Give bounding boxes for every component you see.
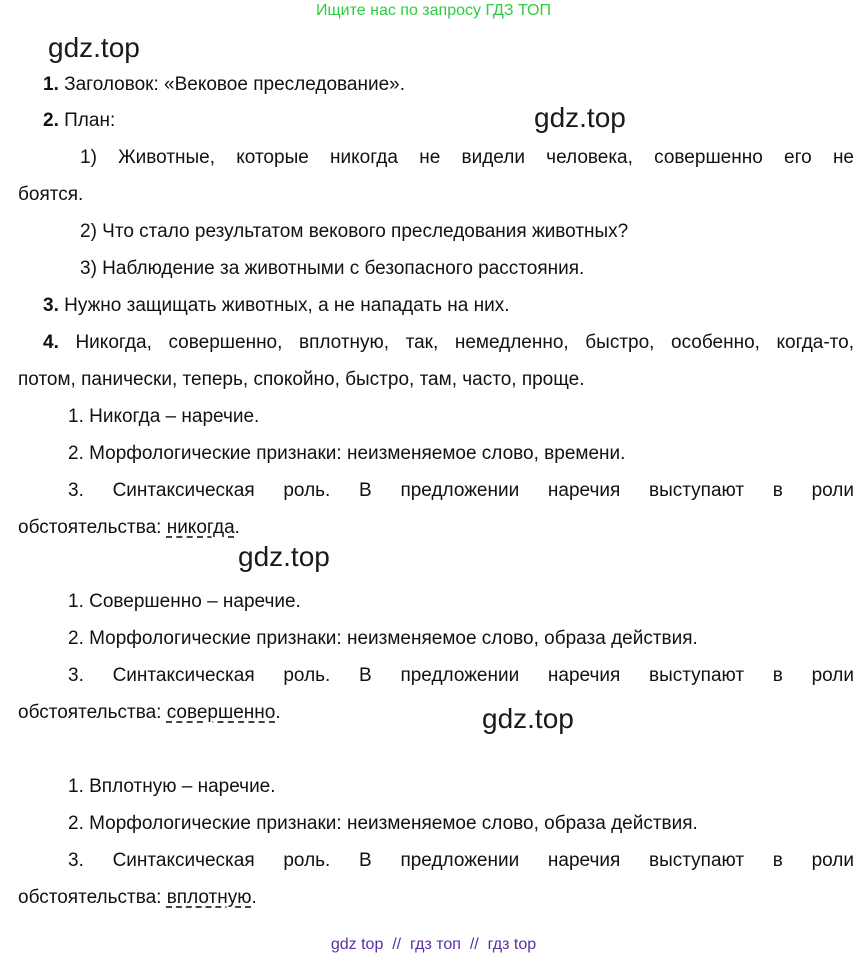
period: . xyxy=(234,517,240,538)
footer-link-gdz-top-mixed[interactable]: гдз top xyxy=(487,936,537,953)
analysis-line: 3. Синтаксическая роль. В предложении наречия выступают в роли xyxy=(68,665,854,686)
analysis-line: 1. Никогда – наречие. xyxy=(68,406,260,427)
footer-links xyxy=(0,936,867,954)
item-text: Никогда, совершенно, вплотную, так, немедленно, быстро, особенно, когда-то, xyxy=(75,332,855,353)
item-2 xyxy=(43,110,115,132)
period: . xyxy=(251,887,257,908)
analysis-conclusion xyxy=(18,702,281,724)
watermark: gdz.top xyxy=(48,32,140,63)
item-text: Заголовок: «Вековое преследование». xyxy=(64,74,405,95)
analysis-line: 1. Совершенно – наречие. xyxy=(68,591,301,612)
underlined-adverb: вплотную xyxy=(166,887,252,908)
item-4-continued: потом, панически, теперь, спокойно, быстро, там, часто, проще. xyxy=(18,369,585,390)
item-number: 2. xyxy=(43,110,59,131)
analysis-line: 3. Синтаксическая роль. В предложении наречия выступают в роли xyxy=(68,850,854,871)
analysis-line: 2. Морфологические признаки: неизменяемое слово, образа действия. xyxy=(68,813,698,834)
plan-point-1: 1) Животные, которые никогда не видели человека, совершенно его не xyxy=(80,147,854,168)
watermark: gdz.top xyxy=(534,102,626,133)
period: . xyxy=(275,702,281,723)
watermark: gdz.top xyxy=(482,703,574,734)
underlined-adverb: никогда xyxy=(166,517,235,538)
item-4 xyxy=(43,332,854,354)
item-text: План: xyxy=(64,110,116,131)
item-number: 3. xyxy=(43,295,59,316)
analysis-conclusion xyxy=(18,517,240,539)
conclusion-prefix: обстоятельства: xyxy=(18,517,167,538)
conclusion-prefix: обстоятельства: xyxy=(18,887,167,908)
analysis-conclusion xyxy=(18,887,257,909)
header-banner: Ищите нас по запросу ГДЗ ТОП xyxy=(316,2,551,19)
item-number: 4. xyxy=(43,332,59,353)
item-3 xyxy=(43,295,510,317)
analysis-line: 3. Синтаксическая роль. В предложении наречия выступают в роли xyxy=(68,480,854,501)
analysis-line: 1. Вплотную – наречие. xyxy=(68,776,276,797)
footer-link-gdz-top-ru[interactable]: гдз топ xyxy=(410,936,461,953)
item-text: Нужно защищать животных, а не нападать на них. xyxy=(64,295,510,316)
conclusion-prefix: обстоятельства: xyxy=(18,702,167,723)
item-number: 1. xyxy=(43,74,59,95)
item-1 xyxy=(43,74,405,96)
underlined-adverb: совершенно xyxy=(166,702,276,723)
analysis-line: 2. Морфологические признаки: неизменяемое слово, образа действия. xyxy=(68,628,698,649)
plan-point-1-continued: боятся. xyxy=(18,184,84,205)
footer-link-gdz-top[interactable]: gdz top xyxy=(330,936,384,953)
footer-separator: // xyxy=(392,936,402,953)
plan-point-2: 2) Что стало результатом векового преследования животных? xyxy=(80,221,629,242)
analysis-line: 2. Морфологические признаки: неизменяемое слово, времени. xyxy=(68,443,626,464)
plan-point-3: 3) Наблюдение за животными с безопасного расстояния. xyxy=(80,258,585,279)
footer-separator: // xyxy=(469,936,479,953)
watermark: gdz.top xyxy=(238,541,330,572)
